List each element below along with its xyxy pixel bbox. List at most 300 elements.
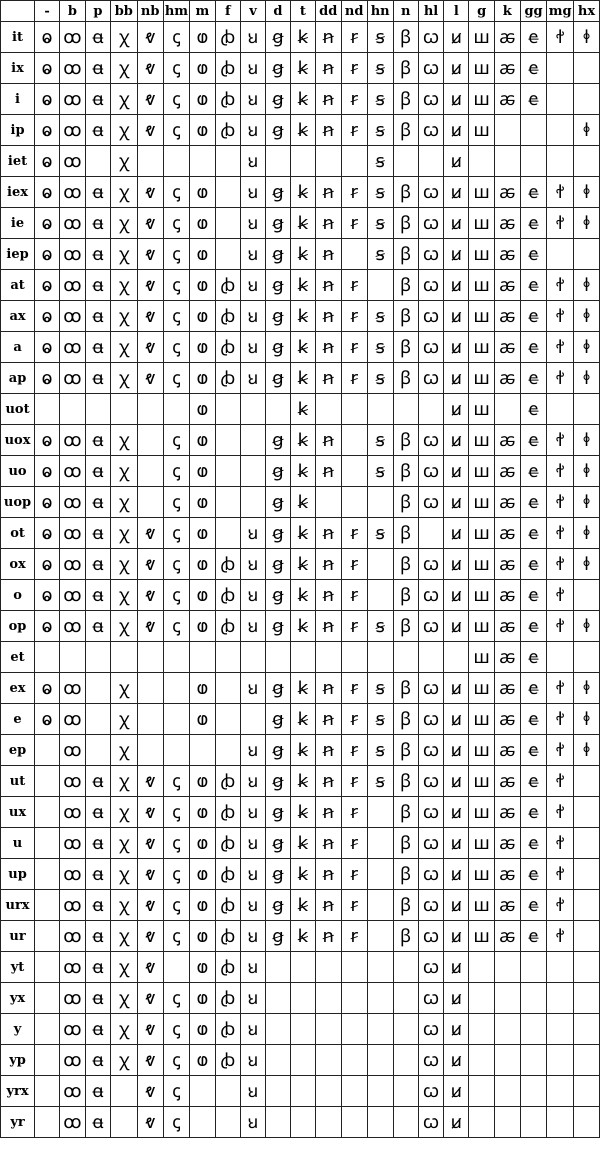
table-cell xyxy=(520,518,547,549)
syllable-glyph: ꞷ xyxy=(422,367,440,389)
table-cell xyxy=(520,549,547,580)
table-cell xyxy=(444,518,469,549)
table-cell xyxy=(290,115,315,146)
table-cell xyxy=(35,549,60,580)
syllable-glyph: ꬰ xyxy=(92,987,104,1009)
table-cell xyxy=(60,983,86,1014)
table-cell xyxy=(573,890,599,921)
syllable-glyph: ꞵ xyxy=(400,57,412,79)
syllable-glyph: ꞔ xyxy=(172,801,181,823)
table-cell xyxy=(494,84,520,115)
table-cell xyxy=(573,673,599,704)
syllable-glyph: ꞹ xyxy=(450,460,462,482)
table-cell xyxy=(137,890,163,921)
syllable-glyph: ꞩ xyxy=(375,305,385,327)
syllable-glyph: ꭓ xyxy=(118,274,129,296)
syllable-glyph: ꬱ xyxy=(499,925,516,947)
syllable-glyph: ⱺ xyxy=(41,181,53,203)
table-cell xyxy=(469,1045,495,1076)
table-cell xyxy=(110,1076,137,1107)
syllable-glyph: ꝏ xyxy=(63,863,82,885)
syllable-glyph: ꬳ xyxy=(528,429,539,451)
syllable-glyph: ꝏ xyxy=(63,801,82,823)
table-cell xyxy=(60,952,86,983)
syllable-glyph: ꞥ xyxy=(322,894,334,916)
column-header: t xyxy=(290,1,315,22)
table-cell xyxy=(494,22,520,53)
syllable-glyph: ꞡ xyxy=(272,863,284,885)
table-cell xyxy=(241,115,266,146)
syllable-glyph: ꞩ xyxy=(375,522,385,544)
syllable-glyph: ꞔ xyxy=(172,1080,181,1102)
syllable-glyph: ⱴ xyxy=(144,584,156,606)
table-cell xyxy=(163,22,190,53)
syllable-glyph: ꟺ xyxy=(473,677,490,699)
table-cell xyxy=(393,673,418,704)
table-cell xyxy=(290,394,315,425)
syllable-glyph: ꞵ xyxy=(400,305,412,327)
syllable-glyph: ꭓ xyxy=(118,88,129,110)
table-cell xyxy=(494,177,520,208)
syllable-glyph: ꞣ xyxy=(297,57,309,79)
table-cell xyxy=(265,952,290,983)
table-cell xyxy=(573,580,599,611)
table-cell xyxy=(60,425,86,456)
table-cell xyxy=(163,921,190,952)
table-cell xyxy=(215,518,240,549)
table-cell xyxy=(469,115,495,146)
table-cell xyxy=(393,549,418,580)
syllable-glyph: ꞗ xyxy=(220,336,236,358)
table-cell xyxy=(418,487,444,518)
table-cell xyxy=(367,115,393,146)
row-header: ut xyxy=(1,766,35,797)
syllable-glyph: ꬳ xyxy=(528,274,539,296)
table-cell xyxy=(163,84,190,115)
syllable-glyph: ꞔ xyxy=(172,119,181,141)
table-cell xyxy=(444,859,469,890)
table-cell xyxy=(418,456,444,487)
syllable-glyph: ⱴ xyxy=(144,1111,156,1133)
table-cell xyxy=(60,611,86,642)
table-cell xyxy=(163,425,190,456)
table-cell xyxy=(290,952,315,983)
table-cell xyxy=(341,84,367,115)
syllable-glyph: ꝏ xyxy=(63,243,82,265)
row-header: ox xyxy=(1,549,35,580)
table-cell xyxy=(520,1107,547,1138)
syllable-glyph: ꞥ xyxy=(322,708,334,730)
table-cell xyxy=(85,332,110,363)
table-cell xyxy=(444,146,469,177)
table-cell xyxy=(520,456,547,487)
syllable-glyph: ꬰ xyxy=(92,429,104,451)
table-cell xyxy=(215,580,240,611)
table-cell xyxy=(418,983,444,1014)
column-header: nb xyxy=(137,1,163,22)
table-cell xyxy=(290,208,315,239)
syllable-glyph: ꞟ xyxy=(247,553,259,575)
table-cell xyxy=(85,859,110,890)
syllable-glyph: ꞵ xyxy=(400,243,412,265)
syllable-glyph: ꞷ xyxy=(422,553,440,575)
table-cell xyxy=(547,239,574,270)
table-cell xyxy=(315,890,341,921)
syllable-glyph: ⱺ xyxy=(41,584,53,606)
table-cell xyxy=(290,859,315,890)
syllable-glyph: ꬳ xyxy=(528,863,539,885)
table-cell xyxy=(469,425,495,456)
table-cell xyxy=(190,270,215,301)
column-header: gg xyxy=(520,1,547,22)
column-header: k xyxy=(494,1,520,22)
table-cell xyxy=(137,115,163,146)
syllable-glyph: ꞥ xyxy=(322,88,334,110)
syllable-glyph: ꞹ xyxy=(450,1049,462,1071)
syllable-glyph: ꞥ xyxy=(322,615,334,637)
table-cell xyxy=(393,1014,418,1045)
table-cell xyxy=(444,270,469,301)
table-cell xyxy=(290,797,315,828)
table-cell xyxy=(547,580,574,611)
syllable-glyph: ꞵ xyxy=(400,615,412,637)
syllable-glyph: ꬳ xyxy=(528,553,539,575)
syllable-glyph: ꬰ xyxy=(92,1049,104,1071)
table-cell xyxy=(367,952,393,983)
syllable-glyph: ꞩ xyxy=(375,243,385,265)
syllable-glyph: ⱴ xyxy=(144,336,156,358)
table-cell xyxy=(290,487,315,518)
syllable-glyph: ꞥ xyxy=(322,274,334,296)
table-cell xyxy=(137,673,163,704)
table-row xyxy=(1,735,600,766)
syllable-glyph: ꞡ xyxy=(272,336,284,358)
syllable-glyph: ꞣ xyxy=(297,460,309,482)
table-cell xyxy=(547,735,574,766)
table-cell xyxy=(494,146,520,177)
syllable-glyph: ꞣ xyxy=(297,708,309,730)
table-cell xyxy=(520,1076,547,1107)
table-cell xyxy=(393,394,418,425)
table-cell xyxy=(60,549,86,580)
syllable-glyph: ꞹ xyxy=(450,150,462,172)
syllable-glyph: ꞟ xyxy=(247,987,259,1009)
syllable-glyph: ⱷ xyxy=(196,1049,209,1071)
syllable-glyph: ꬷ xyxy=(556,708,564,730)
syllable-glyph: ꞷ xyxy=(422,832,440,854)
syllable-glyph: ꞷ xyxy=(422,677,440,699)
syllable-glyph: ꞵ xyxy=(400,801,412,823)
table-cell xyxy=(215,146,240,177)
table-cell xyxy=(241,890,266,921)
table-cell xyxy=(494,518,520,549)
syllable-glyph: ⱷ xyxy=(196,429,209,451)
syllable-glyph: ꞩ xyxy=(375,429,385,451)
table-cell xyxy=(444,890,469,921)
syllable-glyph: ⱴ xyxy=(144,243,156,265)
syllable-glyph: ꞹ xyxy=(450,336,462,358)
table-cell xyxy=(315,270,341,301)
syllable-glyph: ꞧ xyxy=(350,119,358,141)
syllable-glyph: ꝏ xyxy=(63,956,82,978)
table-cell xyxy=(520,704,547,735)
table-cell xyxy=(137,332,163,363)
table-cell xyxy=(215,797,240,828)
table-cell xyxy=(60,1014,86,1045)
table-cell xyxy=(35,425,60,456)
table-cell xyxy=(35,921,60,952)
table-cell xyxy=(60,642,86,673)
table-cell xyxy=(520,828,547,859)
table-cell xyxy=(494,642,520,673)
table-cell xyxy=(494,797,520,828)
syllable-glyph: ꬱ xyxy=(499,26,516,48)
syllable-glyph: ꞣ xyxy=(297,181,309,203)
syllable-glyph: ꞟ xyxy=(247,57,259,79)
row-header: ie xyxy=(1,208,35,239)
table-cell xyxy=(367,735,393,766)
syllable-glyph: ꬷ xyxy=(556,832,564,854)
syllable-glyph: ꞵ xyxy=(400,553,412,575)
syllable-glyph: ꝏ xyxy=(63,119,82,141)
syllable-glyph: ꞡ xyxy=(272,305,284,327)
table-cell xyxy=(367,518,393,549)
table-cell xyxy=(163,332,190,363)
table-cell xyxy=(315,177,341,208)
table-cell xyxy=(60,208,86,239)
table-cell xyxy=(393,53,418,84)
table-cell xyxy=(315,611,341,642)
table-cell xyxy=(215,394,240,425)
table-cell xyxy=(190,1045,215,1076)
syllable-glyph: ꞷ xyxy=(422,181,440,203)
table-cell xyxy=(190,487,215,518)
table-cell xyxy=(315,642,341,673)
table-cell xyxy=(367,425,393,456)
table-cell xyxy=(215,332,240,363)
syllable-glyph: ꟺ xyxy=(473,243,490,265)
syllable-glyph: ꭓ xyxy=(118,615,129,637)
table-cell xyxy=(341,983,367,1014)
syllable-glyph: ⱴ xyxy=(144,367,156,389)
table-cell xyxy=(163,890,190,921)
syllable-glyph: ꞹ xyxy=(450,119,462,141)
table-cell xyxy=(315,208,341,239)
table-cell xyxy=(494,363,520,394)
table-cell xyxy=(393,115,418,146)
syllable-glyph: ꞥ xyxy=(322,553,334,575)
table-cell xyxy=(290,177,315,208)
syllable-glyph: ꞔ xyxy=(172,305,181,327)
syllable-glyph: ꬱ xyxy=(499,584,516,606)
syllable-glyph: ꞹ xyxy=(450,708,462,730)
table-cell xyxy=(573,1014,599,1045)
table-cell xyxy=(190,84,215,115)
table-cell xyxy=(85,983,110,1014)
table-cell xyxy=(573,146,599,177)
table-cell xyxy=(494,704,520,735)
syllable-glyph: ꞔ xyxy=(172,615,181,637)
syllable-glyph: ꞹ xyxy=(450,832,462,854)
column-header: n xyxy=(393,1,418,22)
table-cell xyxy=(469,84,495,115)
table-cell xyxy=(367,146,393,177)
syllable-glyph: ⱷ xyxy=(196,88,209,110)
syllable-glyph: ꞥ xyxy=(322,26,334,48)
syllable-glyph: ꬳ xyxy=(528,26,539,48)
table-cell xyxy=(215,952,240,983)
syllable-glyph: ꬷ xyxy=(556,336,564,358)
syllable-glyph: ꞗ xyxy=(220,832,236,854)
syllable-glyph: ꬱ xyxy=(499,181,516,203)
syllable-glyph: ꬷ xyxy=(556,429,564,451)
table-cell xyxy=(215,270,240,301)
syllable-glyph: ꞷ xyxy=(422,26,440,48)
row-header: ux xyxy=(1,797,35,828)
syllable-glyph: ꬳ xyxy=(528,181,539,203)
table-cell xyxy=(520,890,547,921)
table-cell xyxy=(573,921,599,952)
table-cell xyxy=(393,208,418,239)
syllable-glyph: ꞥ xyxy=(322,925,334,947)
table-cell xyxy=(163,1076,190,1107)
syllable-glyph: ꭓ xyxy=(118,367,129,389)
syllable-glyph: ꞹ xyxy=(450,584,462,606)
table-cell xyxy=(60,797,86,828)
table-cell xyxy=(137,704,163,735)
syllable-glyph: ꬱ xyxy=(499,336,516,358)
syllable-glyph: ꞩ xyxy=(375,181,385,203)
table-cell xyxy=(573,270,599,301)
table-cell xyxy=(60,518,86,549)
table-cell xyxy=(60,301,86,332)
table-cell xyxy=(137,518,163,549)
table-cell xyxy=(265,239,290,270)
table-cell xyxy=(241,22,266,53)
syllable-glyph: ꟺ xyxy=(473,708,490,730)
syllable-glyph: ꞡ xyxy=(272,243,284,265)
table-cell xyxy=(547,549,574,580)
table-cell xyxy=(110,332,137,363)
syllable-glyph: ꬱ xyxy=(499,739,516,761)
table-cell xyxy=(60,270,86,301)
table-cell xyxy=(60,673,86,704)
syllable-glyph: ꞵ xyxy=(400,708,412,730)
syllable-glyph: ꭓ xyxy=(118,739,129,761)
table-cell xyxy=(163,797,190,828)
table-cell xyxy=(469,580,495,611)
table-cell xyxy=(418,673,444,704)
syllable-glyph: ꝏ xyxy=(63,739,82,761)
table-cell xyxy=(265,549,290,580)
table-cell xyxy=(573,53,599,84)
table-cell xyxy=(418,394,444,425)
table-cell xyxy=(444,487,469,518)
table-cell xyxy=(469,53,495,84)
table-cell xyxy=(418,22,444,53)
syllable-glyph: ⱴ xyxy=(144,181,156,203)
table-cell xyxy=(110,828,137,859)
syllable-glyph: ꞟ xyxy=(247,739,259,761)
syllable-glyph: ꞣ xyxy=(297,491,309,513)
syllable-glyph: ꞟ xyxy=(247,26,259,48)
table-cell xyxy=(85,580,110,611)
syllable-glyph: ꞗ xyxy=(220,956,236,978)
syllable-glyph: ꞹ xyxy=(450,1080,462,1102)
syllable-glyph: ꞔ xyxy=(172,1049,181,1071)
table-cell xyxy=(573,301,599,332)
table-cell xyxy=(418,549,444,580)
syllable-glyph: ⱴ xyxy=(144,925,156,947)
table-cell xyxy=(110,704,137,735)
table-cell xyxy=(444,1045,469,1076)
syllable-glyph: ꞷ xyxy=(422,336,440,358)
table-cell xyxy=(265,580,290,611)
syllable-glyph: ꬹ xyxy=(582,553,591,575)
table-cell xyxy=(520,239,547,270)
table-row xyxy=(1,208,600,239)
table-row xyxy=(1,766,600,797)
table-row xyxy=(1,177,600,208)
syllable-glyph: ꞣ xyxy=(297,615,309,637)
table-cell xyxy=(494,270,520,301)
table-cell xyxy=(573,828,599,859)
table-cell xyxy=(110,1107,137,1138)
table-cell xyxy=(290,673,315,704)
table-cell xyxy=(110,394,137,425)
syllable-glyph: ꞗ xyxy=(220,274,236,296)
table-cell xyxy=(60,1107,86,1138)
table-cell xyxy=(573,84,599,115)
syllable-glyph: ꬱ xyxy=(499,522,516,544)
syllable-glyph: ⱷ xyxy=(196,305,209,327)
syllable-glyph: ꬹ xyxy=(582,119,591,141)
syllable-glyph: ꬰ xyxy=(92,212,104,234)
syllable-glyph: ⱷ xyxy=(196,987,209,1009)
column-header: g xyxy=(469,1,495,22)
syllable-glyph: ꞟ xyxy=(247,274,259,296)
syllable-glyph: ⱺ xyxy=(41,429,53,451)
table-cell xyxy=(469,22,495,53)
syllable-glyph: ꞧ xyxy=(350,584,358,606)
table-cell xyxy=(469,177,495,208)
syllable-glyph: ꞟ xyxy=(247,801,259,823)
table-cell xyxy=(190,177,215,208)
syllable-glyph: ꬰ xyxy=(92,894,104,916)
table-cell xyxy=(85,735,110,766)
syllable-glyph: ꬳ xyxy=(528,584,539,606)
table-cell xyxy=(265,84,290,115)
column-header: b xyxy=(60,1,86,22)
table-cell xyxy=(35,208,60,239)
table-cell xyxy=(35,1045,60,1076)
table-cell xyxy=(60,921,86,952)
table-cell xyxy=(573,1107,599,1138)
table-cell xyxy=(85,301,110,332)
table-cell xyxy=(573,363,599,394)
table-cell xyxy=(265,828,290,859)
table-cell xyxy=(265,1045,290,1076)
syllable-glyph: ꞡ xyxy=(272,615,284,637)
syllable-glyph: ꬱ xyxy=(499,646,516,668)
table-cell xyxy=(241,1045,266,1076)
syllable-glyph: ꞷ xyxy=(422,88,440,110)
table-cell xyxy=(35,84,60,115)
table-row xyxy=(1,859,600,890)
syllable-glyph: ꭓ xyxy=(118,150,129,172)
table-cell xyxy=(241,704,266,735)
syllable-glyph: ꭓ xyxy=(118,429,129,451)
